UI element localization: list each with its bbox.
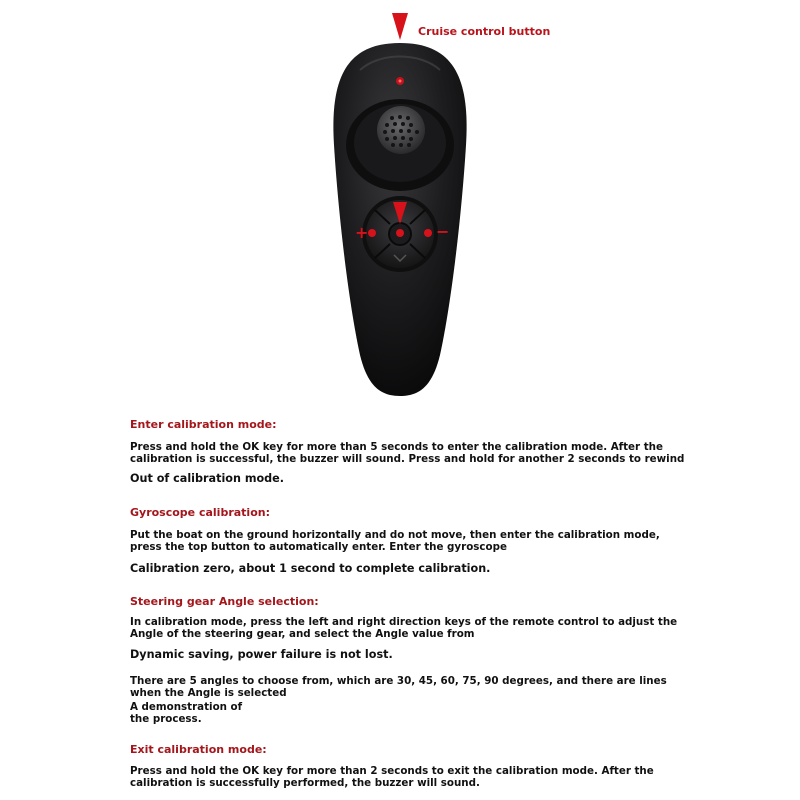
enter-calibration-text: Press and hold the OK key for more than 5 seconds to enter the calibration mode. After the calibration is successful, the buzzer will sound. Press and hold for another 2 seconds to rewind xyxy=(130,441,685,465)
cruise-control-callout: Cruise control button xyxy=(418,25,551,38)
section-title-steering-gear: Steering gear Angle selection: xyxy=(130,595,319,608)
steering-gear-text-5: the process. xyxy=(130,713,202,725)
joystick xyxy=(346,99,454,191)
minus-label: − xyxy=(436,222,450,241)
ok-button-marker xyxy=(396,229,404,237)
right-key-marker xyxy=(424,229,432,237)
steering-gear-text-3: There are 5 angles to choose from, which are 30, 45, 60, 75, 90 degrees, and there are lines when the Angle is selected xyxy=(130,675,667,699)
gyroscope-text-2: Calibration zero, about 1 second to complete calibration. xyxy=(130,562,491,575)
steering-gear-text-2: Dynamic saving, power failure is not lost. xyxy=(130,648,393,661)
enter-calibration-text-2: Out of calibration mode. xyxy=(130,472,285,485)
steering-gear-text-4: A demonstration of xyxy=(130,701,243,713)
gyroscope-text: Put the boat on the ground horizontally and do not move, then enter the calibration mode, press the top button to automatically enter. Enter the gyroscope xyxy=(130,529,660,553)
section-title-enter-calibration: Enter calibration mode: xyxy=(130,418,277,431)
section-title-gyroscope: Gyroscope calibration: xyxy=(130,506,270,519)
cruise-button-arrow-icon xyxy=(392,13,408,40)
exit-calibration-text: Press and hold the OK key for more than 2 seconds to exit the calibration mode. After the calibration is successfully performed, the buzzer will sound. xyxy=(130,765,654,789)
steering-gear-text: In calibration mode, press the left and right direction keys of the remote control to adjust the Angle of the steering gear, and select the Angle value from xyxy=(130,616,678,640)
plus-label: + xyxy=(355,223,369,242)
section-title-exit-calibration: Exit calibration mode: xyxy=(130,743,267,756)
left-key-marker xyxy=(368,229,376,237)
